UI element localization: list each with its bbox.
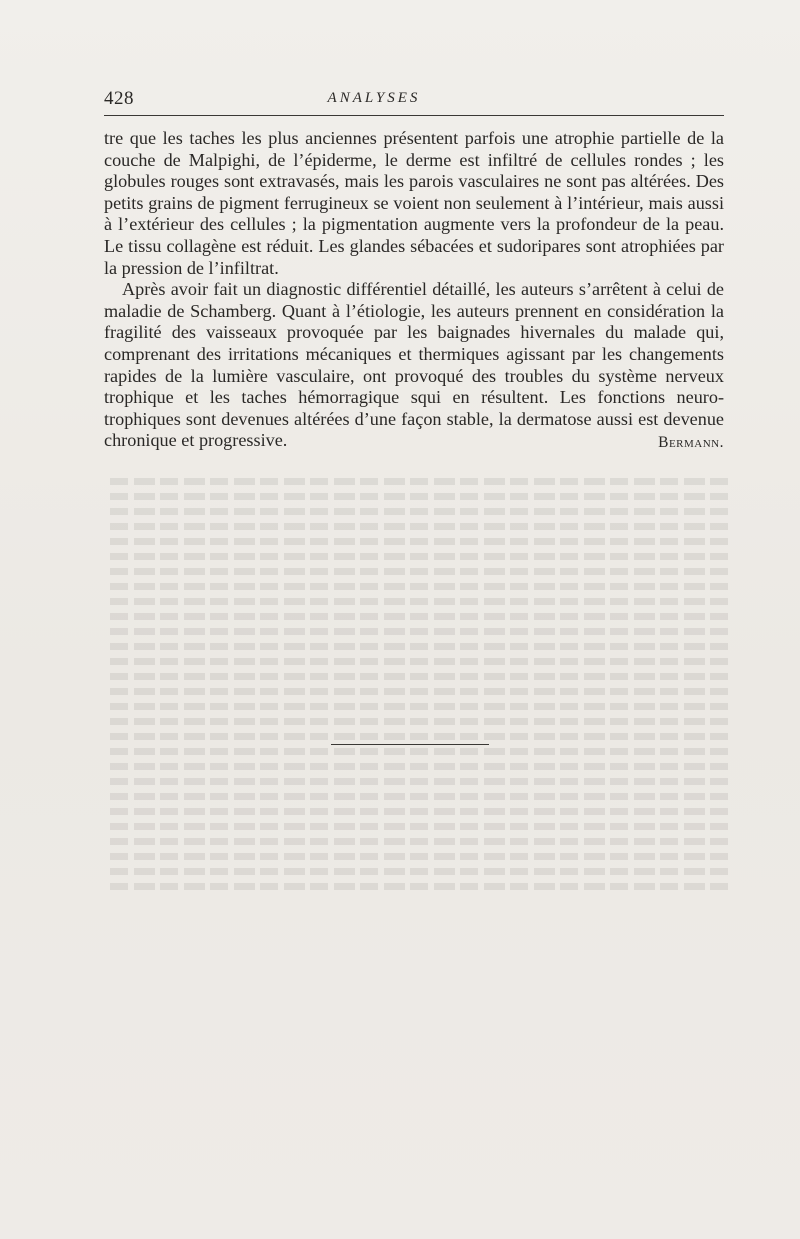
bleed-through-texture xyxy=(108,470,728,1110)
running-head: ANALYSES xyxy=(327,90,421,106)
article-body xyxy=(104,128,724,454)
paragraph xyxy=(104,279,724,452)
section-divider xyxy=(331,744,489,745)
page-header xyxy=(104,86,724,114)
header-rule xyxy=(104,115,724,116)
author-signature: Bermann. xyxy=(658,434,724,452)
paragraph-continued: tre que les taches les plus anciennes présentent parfois une atrophie partielle de la couche de Malpighi, de l’épiderme, le derme est infiltré de cellules rondes ; les globules rouges sont extravasés, mais les parois vasculaires ne sont pas altérées. Des petits grains de pigment ferrugineux se voient non seulement à l’intérieur, mais aussi à l’extérieur des cellules ; la pigmentation augmente vers la profondeur de la peau. Le tissu collagène est réduit. Les glandes sébacées et sudoripares sont atrophiées par la pression de l’infiltrat. xyxy=(104,128,724,278)
page-number: 428 xyxy=(104,88,134,109)
paragraph-text: Après avoir fait un diagnostic différentiel détaillé, les auteurs s’arrêtent à celui de maladie de Schamberg. Quant à l’étiologie, les auteurs prennent en considération la fragilité des vaisseaux provoquée par les baignades hivernales du malade qui, comprenant des irritations mécaniques et thermiques agissant par les changements rapides de la lumière vasculaire, ont provoqué des troubles du système nerveux trophique et les taches hémorragique squi en résultent. Les fonctions neuro-trophiques sont devenues altérées d’une façon stable, la dermatose aussi est devenue chronique et progressive. xyxy=(104,279,724,451)
